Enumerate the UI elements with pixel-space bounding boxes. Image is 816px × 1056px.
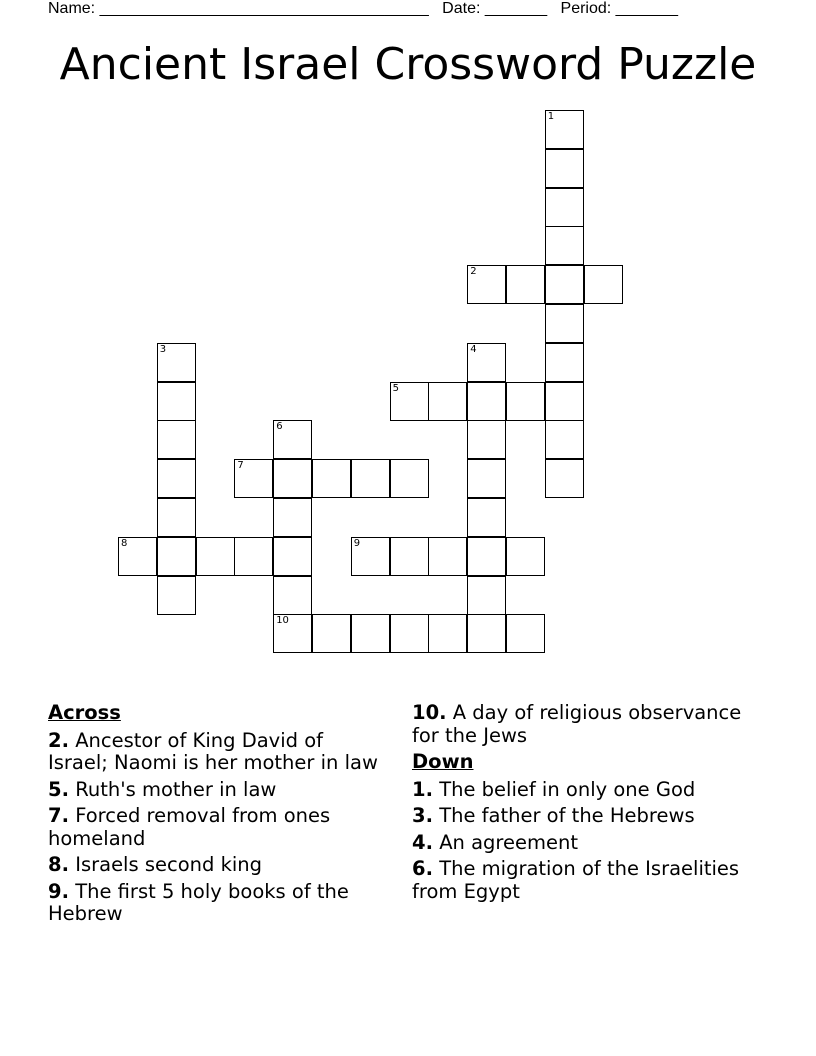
crossword-cell[interactable] xyxy=(545,188,584,227)
crossword-cell[interactable] xyxy=(157,576,196,615)
clue-down-3 xyxy=(412,805,752,828)
clue-number: 1. xyxy=(412,777,433,801)
clue-text: The father of the Hebrews xyxy=(439,804,695,827)
clue-across-2 xyxy=(48,730,383,775)
clue-number: 10. xyxy=(412,701,447,724)
crossword-cell[interactable] xyxy=(545,226,584,265)
crossword-cell[interactable] xyxy=(545,110,584,149)
clue-number-label: 6 xyxy=(276,421,283,433)
crossword-cell[interactable] xyxy=(428,614,467,653)
crossword-cell[interactable] xyxy=(428,382,467,421)
clue-text: The first 5 holy books of the Hebrew xyxy=(48,879,349,925)
crossword-cell[interactable] xyxy=(273,614,312,653)
clue-number-label: 3 xyxy=(159,343,167,355)
period-label: Period: xyxy=(560,0,612,17)
clue-across-5 xyxy=(48,779,383,802)
clue-across-8 xyxy=(48,854,383,877)
crossword-cell[interactable] xyxy=(273,420,312,459)
crossword-cell[interactable] xyxy=(390,382,429,421)
crossword-cell[interactable] xyxy=(428,537,467,576)
clue-number: 5. xyxy=(48,777,69,801)
crossword-cell[interactable] xyxy=(312,459,351,498)
crossword-cell[interactable] xyxy=(118,537,157,576)
crossword-cell[interactable] xyxy=(545,343,584,382)
crossword-cell[interactable] xyxy=(273,459,312,498)
crossword-cell[interactable] xyxy=(351,459,390,498)
clue-down-6 xyxy=(412,858,752,903)
clue-number: 6. xyxy=(412,857,433,880)
clue-across-10 xyxy=(412,702,752,747)
crossword-cell[interactable] xyxy=(467,576,506,615)
clue-number-label: 7 xyxy=(237,460,244,472)
crossword-cell[interactable] xyxy=(234,459,273,498)
crossword-cell[interactable] xyxy=(467,343,506,382)
clue-number-label: 5 xyxy=(392,382,399,394)
crossword-cell[interactable] xyxy=(390,614,429,653)
clue-number-label: 2 xyxy=(470,266,477,278)
crossword-cell[interactable] xyxy=(157,459,196,498)
clue-number: 3. xyxy=(412,804,433,827)
crossword-cell[interactable] xyxy=(545,382,584,421)
clue-number: 4. xyxy=(412,830,433,854)
crossword-cell[interactable] xyxy=(467,537,506,576)
clues-left-column xyxy=(48,702,383,930)
crossword-cell[interactable] xyxy=(506,382,545,421)
page-title: Ancient Israel Crossword Puzzle xyxy=(59,39,757,90)
clue-text: The belief in only one God xyxy=(439,777,696,801)
crossword-cell[interactable] xyxy=(506,614,545,653)
crossword-cell[interactable] xyxy=(545,459,584,498)
crossword-cell[interactable] xyxy=(157,537,196,576)
clue-number: 7. xyxy=(48,804,69,827)
crossword-cell[interactable] xyxy=(351,537,390,576)
name-label: Name: xyxy=(48,0,96,17)
crossword-cell[interactable] xyxy=(545,149,584,188)
clue-down-1 xyxy=(412,779,752,802)
clue-number-label: 1 xyxy=(547,111,555,122)
clue-number-label: 8 xyxy=(121,537,128,549)
crossword-cell[interactable] xyxy=(584,265,623,304)
crossword-cell[interactable] xyxy=(273,537,312,576)
date-label: Date: xyxy=(442,0,481,17)
clue-number-label: 10 xyxy=(276,615,289,627)
clue-number-label: 9 xyxy=(353,537,361,549)
clue-text: Israels second king xyxy=(75,853,263,876)
clue-number: 8. xyxy=(48,853,69,876)
crossword-cell[interactable] xyxy=(467,420,506,459)
crossword-cell[interactable] xyxy=(196,537,235,576)
crossword-cell[interactable] xyxy=(157,420,196,459)
clue-text: Forced removal from ones homeland xyxy=(48,804,331,850)
date-field[interactable]: _______ xyxy=(484,0,548,17)
crossword-cell[interactable] xyxy=(157,498,196,537)
crossword-cell[interactable] xyxy=(467,498,506,537)
crossword-cell[interactable] xyxy=(234,537,273,576)
crossword-cell[interactable] xyxy=(545,420,584,459)
clue-across-7 xyxy=(48,805,383,850)
period-field[interactable]: _______ xyxy=(615,0,678,17)
crossword-cell[interactable] xyxy=(467,459,506,498)
clue-text: Ancestor of King David of Israel; Naomi is her mother in law xyxy=(48,728,378,774)
clue-text: Ruth's mother in law xyxy=(75,777,277,801)
name-field[interactable]: _____________________________________ xyxy=(99,0,429,17)
down-heading: Down xyxy=(412,750,474,773)
clue-text: The migration of the Israelities from Egypt xyxy=(412,857,740,903)
crossword-cell[interactable] xyxy=(467,265,506,304)
crossword-cell[interactable] xyxy=(273,498,312,537)
crossword-cell[interactable] xyxy=(545,265,584,304)
crossword-cell[interactable] xyxy=(157,382,196,421)
clue-down-4 xyxy=(412,832,752,855)
crossword-cell[interactable] xyxy=(351,614,390,653)
crossword-cell[interactable] xyxy=(506,537,545,576)
clue-text: A day of religious observance for the Jews xyxy=(412,701,742,747)
crossword-cell[interactable] xyxy=(545,304,584,343)
crossword-cell[interactable] xyxy=(390,537,429,576)
crossword-cell[interactable] xyxy=(390,459,429,498)
across-heading: Across xyxy=(48,701,121,724)
clues-right-column xyxy=(412,702,752,907)
crossword-cell[interactable] xyxy=(467,382,506,421)
clue-number: 9. xyxy=(48,879,69,903)
crossword-cell[interactable] xyxy=(157,343,196,382)
crossword-cell[interactable] xyxy=(273,576,312,615)
crossword-cell[interactable] xyxy=(312,614,351,653)
crossword-cell[interactable] xyxy=(506,265,545,304)
clue-number-label: 4 xyxy=(470,343,477,355)
clue-text: An agreement xyxy=(439,830,578,854)
clue-number: 2. xyxy=(48,728,69,752)
crossword-cell[interactable] xyxy=(467,614,506,653)
clue-across-9 xyxy=(48,881,383,926)
